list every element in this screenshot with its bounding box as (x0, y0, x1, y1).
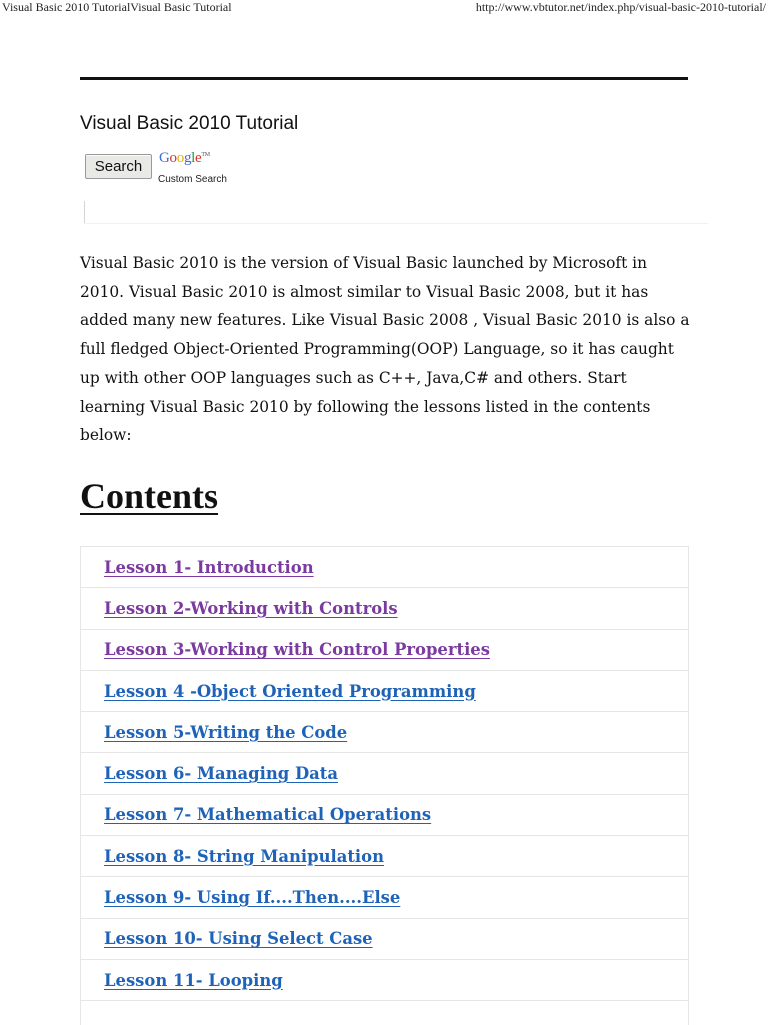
lesson-row (81, 630, 688, 671)
lesson-link[interactable]: Lesson 10- Using Select Case (104, 929, 373, 949)
intro-paragraph: Visual Basic 2010 is the version of Visual Basic launched by Microsoft in 2010. Visual Basic 2010 is almost similar to Visual Basic 2008, but it has added many new features. Like Visual Basic 2008 , Visual Basic 2010 is also a full fledged Object-Oriented Programming(OOP) Language, so it has caught up with other OOP languages such as C++, Java,C# and others. Start learning Visual Basic 2010 by following the lessons listed in the contents below: (80, 254, 690, 445)
lesson-link[interactable]: Lesson 3-Working with Control Properties (104, 640, 490, 660)
google-logo-letter: o (176, 150, 184, 166)
lesson-row (81, 836, 688, 877)
lesson-link[interactable]: Lesson 5-Writing the Code (104, 722, 348, 742)
lesson-row (81, 919, 688, 960)
lesson-link[interactable]: Lesson 9- Using If....Then....Else (104, 888, 401, 908)
lesson-link[interactable]: Lesson 6- Managing Data (104, 764, 338, 784)
google-logo-letter: e (195, 150, 202, 166)
lesson-row (81, 671, 688, 712)
print-header-url: http://www.vbtutor.net/index.php/visual-basic-2010-tutorial/ (475, 0, 766, 14)
print-header (0, 0, 768, 16)
lesson-link[interactable]: Lesson 1- Introduction (104, 557, 314, 577)
print-header-title: Visual Basic 2010 TutorialVisual Basic Tutorial (2, 0, 232, 14)
search-input[interactable] (84, 201, 85, 223)
google-logo-letter: g (183, 150, 192, 166)
lesson-row (81, 960, 688, 1001)
lesson-row (81, 795, 688, 836)
google-logo-letter: l (191, 150, 196, 166)
lesson-row (81, 877, 688, 918)
lesson-row (81, 547, 688, 588)
page-title: Visual Basic 2010 Tutorial (80, 113, 299, 134)
lesson-list (80, 546, 689, 1025)
lesson-row (81, 712, 688, 753)
google-logo-letter: G (159, 150, 170, 166)
lesson-row (81, 588, 688, 629)
lesson-link[interactable]: Lesson 8- String Manipulation (104, 846, 385, 866)
google-logo (159, 150, 210, 167)
search-button[interactable]: Search (85, 154, 152, 179)
google-logo-letters (159, 150, 201, 166)
lesson-link[interactable]: Lesson 7- Mathematical Operations (104, 805, 432, 825)
lesson-link[interactable]: Lesson 2-Working with Controls (104, 598, 398, 618)
search-results-divider (84, 223, 708, 224)
google-logo-tm: TM (201, 152, 210, 158)
lesson-link[interactable]: Lesson 4 -Object Oriented Programming (104, 681, 476, 701)
lesson-row (81, 753, 688, 794)
contents-heading: Contents (80, 476, 219, 516)
google-logo-letter: o (169, 150, 177, 166)
lesson-link[interactable]: Lesson 11- Looping (104, 970, 283, 990)
custom-search-caption: Custom Search (158, 174, 227, 185)
top-divider (80, 77, 688, 80)
